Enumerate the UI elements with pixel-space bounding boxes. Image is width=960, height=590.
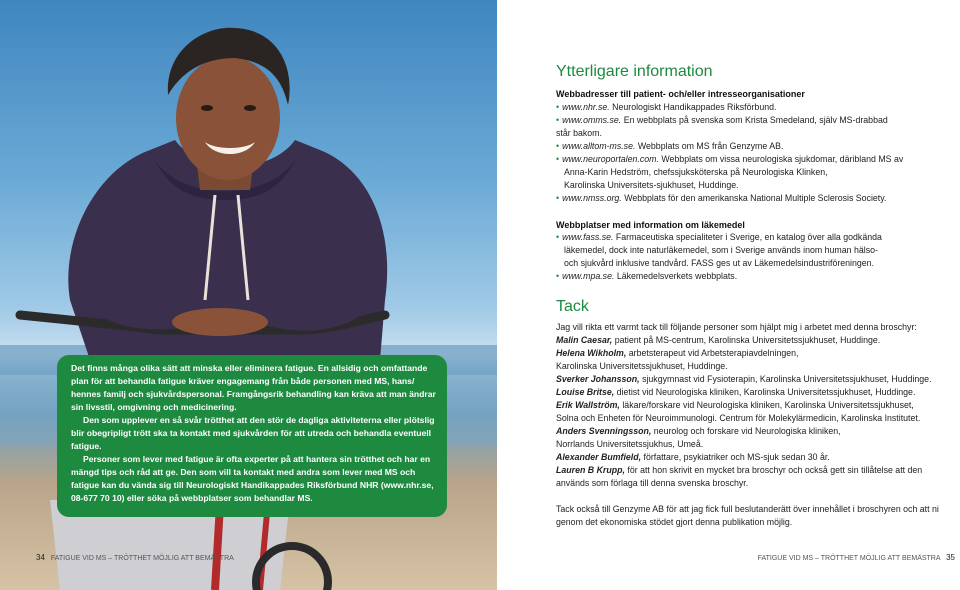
- thanks-heading: Tack: [556, 298, 589, 315]
- left-folio: [36, 553, 234, 562]
- list-item: Alexander Bumfield, författare, psykiatriker och MS-sjuk sedan 30 år.: [556, 452, 830, 462]
- list-item-continuation: används som förlaga till denna svenska broschyr.: [556, 478, 749, 488]
- link-nhr[interactable]: www.nhr.se.: [562, 102, 610, 112]
- list-item-continuation: Karolinska Universitets-sjukhuset, Huddinge.: [564, 180, 739, 190]
- list-item-continuation: står bakom.: [556, 128, 602, 138]
- info-paragraph-2: Den som upplever en så svår trötthet att den stör de dagliga aktiviteterna eller plötslig blir obegripligt trött ska ta kontakt med sjukvården för att utreda och behandla eventuell fatigue.: [71, 415, 435, 451]
- left-page-number: 34: [36, 553, 45, 562]
- list-item-continuation: Anna-Karin Hedström, chefssjuksköterska på Neurologiska Klinken,: [564, 167, 828, 177]
- list-item: • www.fass.se. Farmaceutiska specialiteter i Sverige, en katalog över alla godkända: [556, 232, 882, 242]
- patient-orgs-list: [556, 101, 941, 205]
- thanks-footnote: Tack också till Genzyme AB för att jag fick full beslutanderätt över innehållet i broschyren och att ni genom det ekonomiska stödet gjort denna publikation möjlig.: [556, 504, 939, 527]
- list-item: • www.omms.se. En webbplats på svenska som Krista Smedeland, själv MS-drabbad: [556, 115, 888, 125]
- right-folio: [497, 553, 960, 562]
- link-mpa[interactable]: www.mpa.se.: [562, 271, 615, 281]
- link-alltom-ms[interactable]: www.alltom-ms.se.: [562, 141, 636, 151]
- list-item: • www.nhr.se. Neurologiskt Handikappades Riksförbund.: [556, 102, 777, 112]
- thanks-list: [556, 321, 946, 490]
- list-item: Sverker Johansson, sjukgymnast vid Fysioterapin, Karolinska Universitetssjukhuset, Huddinge.: [556, 374, 932, 384]
- list-item: Lauren B Krupp, för att hon skrivit en mycket bra broschyr och också gett sin tillåtelse att den: [556, 465, 923, 475]
- list-item: Helena Wikholm, arbetsterapeut vid Arbetsterapiavdelningen,: [556, 348, 799, 358]
- medicine-info-list: [556, 231, 941, 283]
- list-item: Erik Wallström, läkare/forskare vid Neurologiska kliniken, Karolinska Universitetssjukhuset,: [556, 400, 914, 410]
- list-item-continuation: Karolinska Universitetssjukhuset, Huddinge.: [556, 361, 728, 371]
- list-item: • www.mpa.se. Läkemedelsverkets webbplats.: [556, 271, 738, 281]
- right-page: [497, 0, 960, 590]
- list-item: Louise Britse, dietist vid Neurologiska kliniken, Karolinska Universitetssjukhuset, Huddinge.: [556, 387, 916, 397]
- list-item-continuation: och sjukvård inklusive tandvård. FASS ges ut av Läkemedelsindustriföreningen.: [564, 258, 875, 268]
- link-neuroportalen[interactable]: www.neuroportalen.com.: [562, 154, 659, 164]
- link-fass[interactable]: www.fass.se.: [562, 232, 614, 242]
- right-running-title: FATIGUE VID MS – TRÖTTHET MÖJLIG ATT BEMÄSTRA: [757, 555, 941, 562]
- info-paragraph-3: Personer som lever med fatigue är ofta experter på att hantera sin trötthet och har en mängd tips och råd att ge. Den som vill ta kontakt med andra som lever med MS och fatigue kan du vända sig till Neurologiskt Handikappades Riksförbund NHR (www.nhr.se, 08-677 70 10) eller söka på webbplatser som behandlar MS.: [71, 454, 434, 503]
- list-item: • www.nmss.org. Webbplats för den amerikanska National Multiple Sclerosis Society.: [556, 193, 887, 203]
- thanks-intro: Jag vill rikta ett varmt tack till följande personer som hjälpt mig i arbetet med denna broschyr:: [556, 322, 917, 332]
- medicine-info-subheading: Webbplatser med information om läkemedel: [556, 220, 745, 230]
- list-item: • www.neuroportalen.com. Webbplats om vissa neurologiska sjukdomar, däribland MS av: [556, 154, 904, 164]
- fatigue-info-box: [57, 355, 447, 517]
- list-item-continuation: läkemedel, dock inte naturläkemedel, som i Sverige används inom human hälso-: [564, 245, 878, 255]
- list-item-continuation: Norrlands Universitetssjukhus, Umeå.: [556, 439, 704, 449]
- info-paragraph-1: Det finns många olika sätt att minska eller eliminera fatigue. En allsidig och omfattande plan för att behandla fatigue kräver engagemang från både personen med MS, hans/ hennes familj och sjukvårdspersonal. Framgångsrik behandling kan kräva att man ändrar sin livsstil, omgivning och medicinering.: [71, 363, 436, 412]
- list-item: • www.alltom-ms.se. Webbplats om MS från Genzyme AB.: [556, 141, 784, 151]
- list-item: Anders Svenningsson, neurolog och forskare vid Neurologiska kliniken,: [556, 426, 841, 436]
- more-info-heading: Ytterligare information: [556, 63, 713, 80]
- list-item: Malin Caesar, patient på MS-centrum, Karolinska Universitetssjukhuset, Huddinge.: [556, 335, 881, 345]
- link-nmss[interactable]: www.nmss.org.: [562, 193, 622, 203]
- right-page-number: 35: [946, 553, 955, 562]
- link-omms[interactable]: www.omms.se.: [562, 115, 622, 125]
- patient-orgs-subheading: Webbadresser till patient- och/eller intresseorganisationer: [556, 89, 805, 99]
- left-running-title: FATIGUE VID MS – TRÖTTHET MÖJLIG ATT BEMÄSTRA: [50, 555, 234, 562]
- list-item-continuation: Solna och Enheten för Neuroimmunologi. Centrum för Molekylärmedicin, Karolinska Institutet.: [556, 413, 921, 423]
